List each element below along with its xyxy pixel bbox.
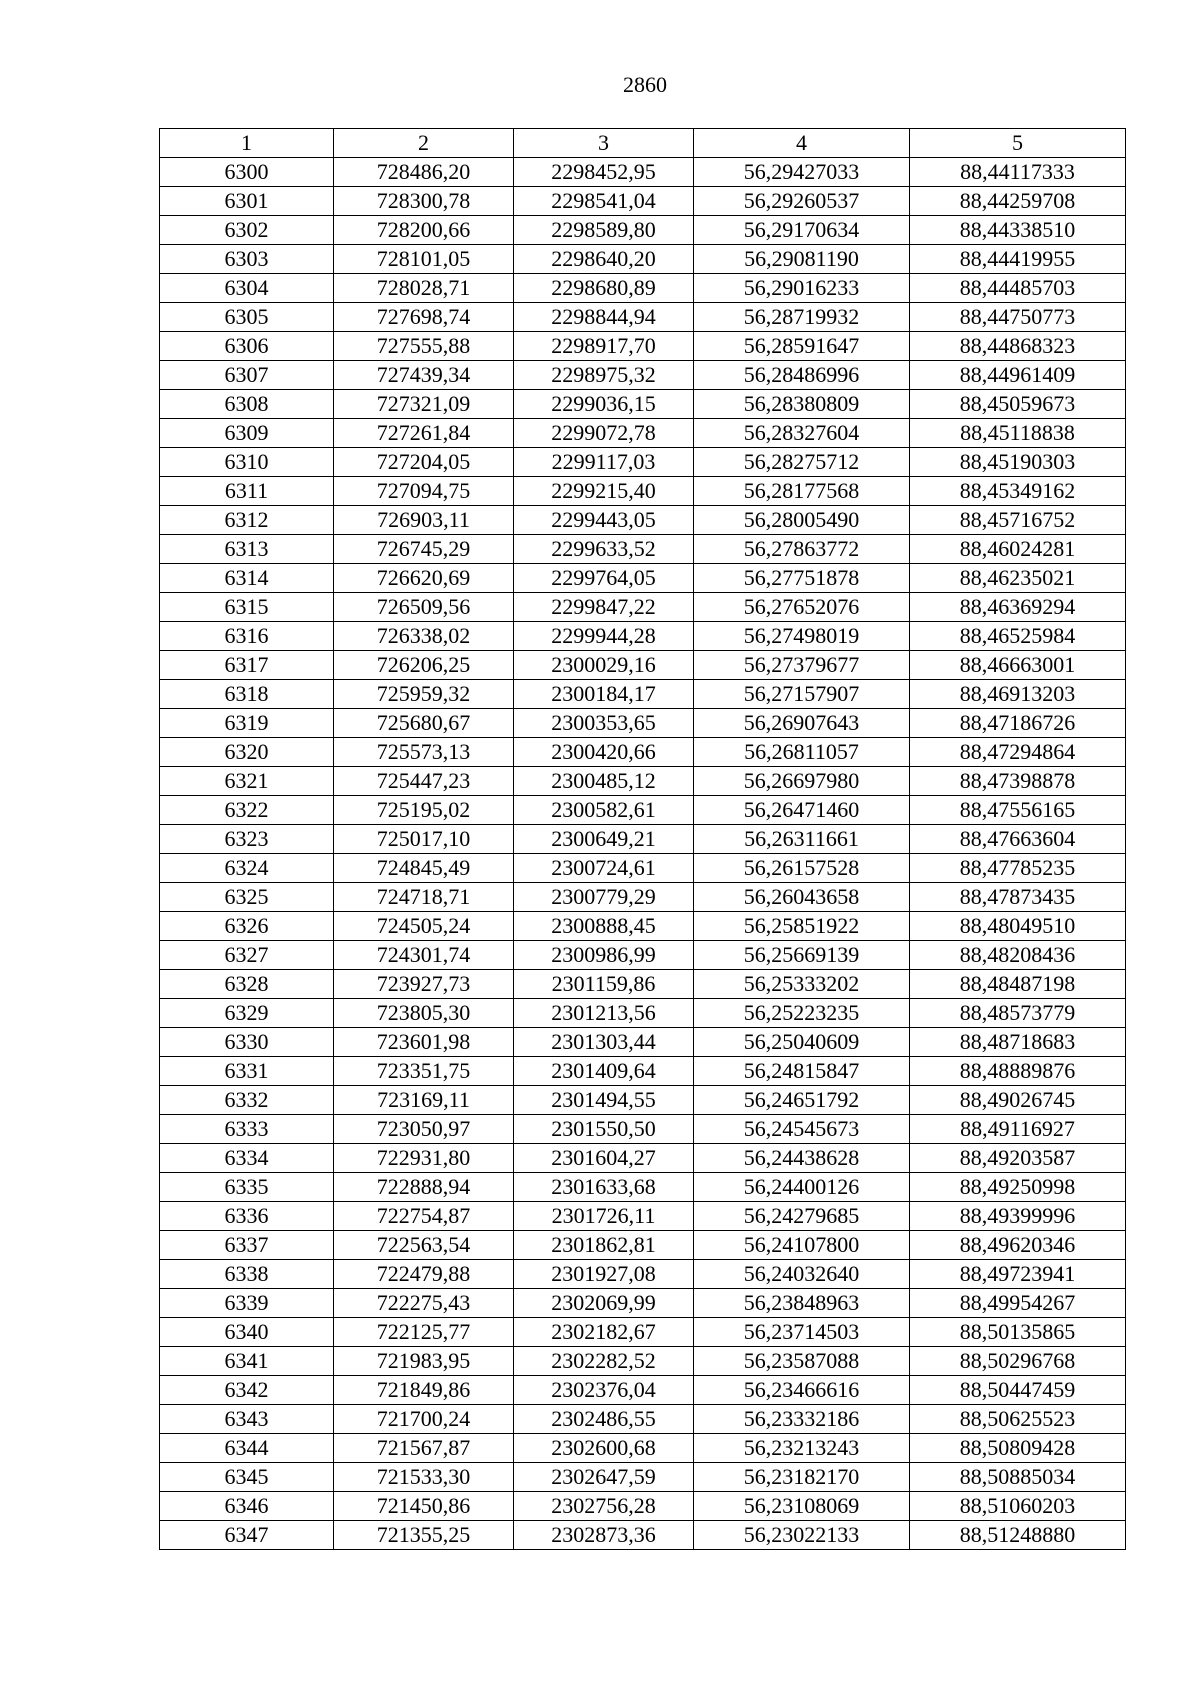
table-row [160, 1376, 1126, 1405]
table-row [160, 1173, 1126, 1202]
point-number-cell: 6343 [160, 1405, 334, 1434]
table-row [160, 1405, 1126, 1434]
latitude-cell: 56,28719932 [694, 303, 910, 332]
latitude-cell: 56,26907643 [694, 709, 910, 738]
y-coordinate-cell: 2299072,78 [514, 419, 694, 448]
table-row [160, 622, 1126, 651]
point-number-cell: 6332 [160, 1086, 334, 1115]
latitude-cell: 56,26697980 [694, 767, 910, 796]
point-number-cell: 6303 [160, 245, 334, 274]
latitude-cell: 56,25851922 [694, 912, 910, 941]
latitude-cell: 56,24400126 [694, 1173, 910, 1202]
point-number-cell: 6341 [160, 1347, 334, 1376]
table-row [160, 912, 1126, 941]
latitude-cell: 56,23213243 [694, 1434, 910, 1463]
point-number-cell: 6346 [160, 1492, 334, 1521]
y-coordinate-cell: 2299847,22 [514, 593, 694, 622]
y-coordinate-cell: 2299764,05 [514, 564, 694, 593]
y-coordinate-cell: 2302486,55 [514, 1405, 694, 1434]
x-coordinate-cell: 725447,23 [334, 767, 514, 796]
y-coordinate-cell: 2301494,55 [514, 1086, 694, 1115]
point-number-cell: 6345 [160, 1463, 334, 1492]
latitude-cell: 56,23022133 [694, 1521, 910, 1550]
y-coordinate-cell: 2298452,95 [514, 158, 694, 187]
point-number-cell: 6304 [160, 274, 334, 303]
y-coordinate-cell: 2298917,70 [514, 332, 694, 361]
column-header-5: 5 [910, 129, 1126, 158]
x-coordinate-cell: 723927,73 [334, 970, 514, 999]
point-number-cell: 6307 [160, 361, 334, 390]
table-row [160, 1492, 1126, 1521]
y-coordinate-cell: 2300888,45 [514, 912, 694, 941]
table-row [160, 303, 1126, 332]
latitude-cell: 56,23332186 [694, 1405, 910, 1434]
longitude-cell: 88,45118838 [910, 419, 1126, 448]
point-number-cell: 6328 [160, 970, 334, 999]
x-coordinate-cell: 722479,88 [334, 1260, 514, 1289]
table-body [160, 158, 1126, 1550]
table-row [160, 1463, 1126, 1492]
latitude-cell: 56,29260537 [694, 187, 910, 216]
latitude-cell: 56,27652076 [694, 593, 910, 622]
x-coordinate-cell: 726206,25 [334, 651, 514, 680]
x-coordinate-cell: 728300,78 [334, 187, 514, 216]
x-coordinate-cell: 723601,98 [334, 1028, 514, 1057]
table-row [160, 1028, 1126, 1057]
x-coordinate-cell: 723169,11 [334, 1086, 514, 1115]
column-header-1: 1 [160, 129, 334, 158]
longitude-cell: 88,45716752 [910, 506, 1126, 535]
longitude-cell: 88,44259708 [910, 187, 1126, 216]
header-row [160, 129, 1126, 158]
x-coordinate-cell: 727698,74 [334, 303, 514, 332]
x-coordinate-cell: 724845,49 [334, 854, 514, 883]
point-number-cell: 6321 [160, 767, 334, 796]
latitude-cell: 56,24279685 [694, 1202, 910, 1231]
x-coordinate-cell: 727261,84 [334, 419, 514, 448]
longitude-cell: 88,51248880 [910, 1521, 1126, 1550]
column-header-2: 2 [334, 129, 514, 158]
longitude-cell: 88,49026745 [910, 1086, 1126, 1115]
latitude-cell: 56,25223235 [694, 999, 910, 1028]
y-coordinate-cell: 2300184,17 [514, 680, 694, 709]
longitude-cell: 88,46663001 [910, 651, 1126, 680]
page-number: 2860 [623, 72, 667, 97]
x-coordinate-cell: 727321,09 [334, 390, 514, 419]
point-number-cell: 6317 [160, 651, 334, 680]
longitude-cell: 88,46913203 [910, 680, 1126, 709]
table-row [160, 970, 1126, 999]
latitude-cell: 56,23466616 [694, 1376, 910, 1405]
longitude-cell: 88,48573779 [910, 999, 1126, 1028]
point-number-cell: 6309 [160, 419, 334, 448]
point-number-cell: 6312 [160, 506, 334, 535]
point-number-cell: 6340 [160, 1318, 334, 1347]
point-number-cell: 6306 [160, 332, 334, 361]
latitude-cell: 56,27157907 [694, 680, 910, 709]
table-row [160, 187, 1126, 216]
x-coordinate-cell: 727204,05 [334, 448, 514, 477]
table-row [160, 1231, 1126, 1260]
x-coordinate-cell: 726745,29 [334, 535, 514, 564]
table-row [160, 825, 1126, 854]
x-coordinate-cell: 727094,75 [334, 477, 514, 506]
longitude-cell: 88,44961409 [910, 361, 1126, 390]
latitude-cell: 56,24032640 [694, 1260, 910, 1289]
table-row [160, 216, 1126, 245]
table-row [160, 1202, 1126, 1231]
table-row [160, 361, 1126, 390]
table-row [160, 883, 1126, 912]
y-coordinate-cell: 2301213,56 [514, 999, 694, 1028]
longitude-cell: 88,49954267 [910, 1289, 1126, 1318]
y-coordinate-cell: 2298844,94 [514, 303, 694, 332]
longitude-cell: 88,49116927 [910, 1115, 1126, 1144]
latitude-cell: 56,23714503 [694, 1318, 910, 1347]
longitude-cell: 88,50296768 [910, 1347, 1126, 1376]
y-coordinate-cell: 2300485,12 [514, 767, 694, 796]
point-number-cell: 6313 [160, 535, 334, 564]
x-coordinate-cell: 721533,30 [334, 1463, 514, 1492]
longitude-cell: 88,46369294 [910, 593, 1126, 622]
table-row [160, 1521, 1126, 1550]
y-coordinate-cell: 2298975,32 [514, 361, 694, 390]
latitude-cell: 56,28380809 [694, 390, 910, 419]
y-coordinate-cell: 2298541,04 [514, 187, 694, 216]
latitude-cell: 56,23108069 [694, 1492, 910, 1521]
table-row [160, 651, 1126, 680]
point-number-cell: 6344 [160, 1434, 334, 1463]
table-row [160, 390, 1126, 419]
x-coordinate-cell: 727439,34 [334, 361, 514, 390]
longitude-cell: 88,47556165 [910, 796, 1126, 825]
table-header [160, 129, 1126, 158]
longitude-cell: 88,47663604 [910, 825, 1126, 854]
y-coordinate-cell: 2302182,67 [514, 1318, 694, 1347]
table-row [160, 1289, 1126, 1318]
latitude-cell: 56,24545673 [694, 1115, 910, 1144]
table-row [160, 332, 1126, 361]
latitude-cell: 56,23587088 [694, 1347, 910, 1376]
latitude-cell: 56,26157528 [694, 854, 910, 883]
longitude-cell: 88,49723941 [910, 1260, 1126, 1289]
x-coordinate-cell: 725959,32 [334, 680, 514, 709]
y-coordinate-cell: 2299944,28 [514, 622, 694, 651]
latitude-cell: 56,26311661 [694, 825, 910, 854]
latitude-cell: 56,29016233 [694, 274, 910, 303]
x-coordinate-cell: 727555,88 [334, 332, 514, 361]
table-row [160, 1086, 1126, 1115]
point-number-cell: 6324 [160, 854, 334, 883]
point-number-cell: 6323 [160, 825, 334, 854]
y-coordinate-cell: 2298640,20 [514, 245, 694, 274]
latitude-cell: 56,27863772 [694, 535, 910, 564]
point-number-cell: 6318 [160, 680, 334, 709]
longitude-cell: 88,45190303 [910, 448, 1126, 477]
y-coordinate-cell: 2301927,08 [514, 1260, 694, 1289]
x-coordinate-cell: 723805,30 [334, 999, 514, 1028]
latitude-cell: 56,28005490 [694, 506, 910, 535]
point-number-cell: 6305 [160, 303, 334, 332]
latitude-cell: 56,25333202 [694, 970, 910, 999]
point-number-cell: 6334 [160, 1144, 334, 1173]
y-coordinate-cell: 2301726,11 [514, 1202, 694, 1231]
x-coordinate-cell: 725680,67 [334, 709, 514, 738]
latitude-cell: 56,28591647 [694, 332, 910, 361]
longitude-cell: 88,50135865 [910, 1318, 1126, 1347]
latitude-cell: 56,27379677 [694, 651, 910, 680]
table-row [160, 854, 1126, 883]
table-row [160, 593, 1126, 622]
y-coordinate-cell: 2300582,61 [514, 796, 694, 825]
y-coordinate-cell: 2299117,03 [514, 448, 694, 477]
longitude-cell: 88,48889876 [910, 1057, 1126, 1086]
y-coordinate-cell: 2302873,36 [514, 1521, 694, 1550]
point-number-cell: 6325 [160, 883, 334, 912]
point-number-cell: 6302 [160, 216, 334, 245]
longitude-cell: 88,44117333 [910, 158, 1126, 187]
x-coordinate-cell: 728101,05 [334, 245, 514, 274]
y-coordinate-cell: 2301550,50 [514, 1115, 694, 1144]
table-row [160, 767, 1126, 796]
table-row [160, 1318, 1126, 1347]
x-coordinate-cell: 721849,86 [334, 1376, 514, 1405]
longitude-cell: 88,44338510 [910, 216, 1126, 245]
point-number-cell: 6333 [160, 1115, 334, 1144]
y-coordinate-cell: 2299633,52 [514, 535, 694, 564]
table-row [160, 506, 1126, 535]
x-coordinate-cell: 722563,54 [334, 1231, 514, 1260]
point-number-cell: 6331 [160, 1057, 334, 1086]
y-coordinate-cell: 2302069,99 [514, 1289, 694, 1318]
latitude-cell: 56,29081190 [694, 245, 910, 274]
point-number-cell: 6300 [160, 158, 334, 187]
table-row [160, 448, 1126, 477]
y-coordinate-cell: 2300724,61 [514, 854, 694, 883]
x-coordinate-cell: 721450,86 [334, 1492, 514, 1521]
longitude-cell: 88,46235021 [910, 564, 1126, 593]
longitude-cell: 88,44419955 [910, 245, 1126, 274]
x-coordinate-cell: 725195,02 [334, 796, 514, 825]
point-number-cell: 6337 [160, 1231, 334, 1260]
table-row [160, 1347, 1126, 1376]
point-number-cell: 6322 [160, 796, 334, 825]
longitude-cell: 88,45059673 [910, 390, 1126, 419]
x-coordinate-cell: 728200,66 [334, 216, 514, 245]
latitude-cell: 56,27751878 [694, 564, 910, 593]
table-row [160, 419, 1126, 448]
point-number-cell: 6329 [160, 999, 334, 1028]
longitude-cell: 88,49203587 [910, 1144, 1126, 1173]
longitude-cell: 88,48487198 [910, 970, 1126, 999]
point-number-cell: 6308 [160, 390, 334, 419]
longitude-cell: 88,50809428 [910, 1434, 1126, 1463]
point-number-cell: 6315 [160, 593, 334, 622]
y-coordinate-cell: 2302647,59 [514, 1463, 694, 1492]
table-row [160, 158, 1126, 187]
latitude-cell: 56,23848963 [694, 1289, 910, 1318]
y-coordinate-cell: 2298680,89 [514, 274, 694, 303]
table-row [160, 535, 1126, 564]
table-row [160, 1057, 1126, 1086]
point-number-cell: 6314 [160, 564, 334, 593]
column-header-3: 3 [514, 129, 694, 158]
table-row [160, 274, 1126, 303]
y-coordinate-cell: 2302756,28 [514, 1492, 694, 1521]
longitude-cell: 88,44485703 [910, 274, 1126, 303]
latitude-cell: 56,29427033 [694, 158, 910, 187]
longitude-cell: 88,44750773 [910, 303, 1126, 332]
longitude-cell: 88,50625523 [910, 1405, 1126, 1434]
point-number-cell: 6327 [160, 941, 334, 970]
table-row [160, 1434, 1126, 1463]
longitude-cell: 88,48208436 [910, 941, 1126, 970]
x-coordinate-cell: 723050,97 [334, 1115, 514, 1144]
y-coordinate-cell: 2301303,44 [514, 1028, 694, 1057]
table-row [160, 709, 1126, 738]
x-coordinate-cell: 723351,75 [334, 1057, 514, 1086]
latitude-cell: 56,23182170 [694, 1463, 910, 1492]
table-row [160, 738, 1126, 767]
x-coordinate-cell: 721567,87 [334, 1434, 514, 1463]
longitude-cell: 88,47398878 [910, 767, 1126, 796]
y-coordinate-cell: 2300779,29 [514, 883, 694, 912]
table-row [160, 477, 1126, 506]
latitude-cell: 56,25669139 [694, 941, 910, 970]
y-coordinate-cell: 2300353,65 [514, 709, 694, 738]
longitude-cell: 88,47785235 [910, 854, 1126, 883]
y-coordinate-cell: 2301633,68 [514, 1173, 694, 1202]
x-coordinate-cell: 722888,94 [334, 1173, 514, 1202]
table-row [160, 999, 1126, 1028]
longitude-cell: 88,49250998 [910, 1173, 1126, 1202]
table-row [160, 796, 1126, 825]
x-coordinate-cell: 721355,25 [334, 1521, 514, 1550]
longitude-cell: 88,45349162 [910, 477, 1126, 506]
point-number-cell: 6301 [160, 187, 334, 216]
x-coordinate-cell: 722931,80 [334, 1144, 514, 1173]
longitude-cell: 88,48718683 [910, 1028, 1126, 1057]
point-number-cell: 6330 [160, 1028, 334, 1057]
longitude-cell: 88,48049510 [910, 912, 1126, 941]
latitude-cell: 56,24651792 [694, 1086, 910, 1115]
point-number-cell: 6342 [160, 1376, 334, 1405]
latitude-cell: 56,24107800 [694, 1231, 910, 1260]
x-coordinate-cell: 725017,10 [334, 825, 514, 854]
x-coordinate-cell: 726903,11 [334, 506, 514, 535]
longitude-cell: 88,50447459 [910, 1376, 1126, 1405]
point-number-cell: 6310 [160, 448, 334, 477]
longitude-cell: 88,49399996 [910, 1202, 1126, 1231]
longitude-cell: 88,46024281 [910, 535, 1126, 564]
x-coordinate-cell: 728486,20 [334, 158, 514, 187]
latitude-cell: 56,26811057 [694, 738, 910, 767]
y-coordinate-cell: 2299443,05 [514, 506, 694, 535]
table-row [160, 1144, 1126, 1173]
x-coordinate-cell: 722275,43 [334, 1289, 514, 1318]
y-coordinate-cell: 2301159,86 [514, 970, 694, 999]
table-row [160, 245, 1126, 274]
latitude-cell: 56,28486996 [694, 361, 910, 390]
y-coordinate-cell: 2302376,04 [514, 1376, 694, 1405]
point-number-cell: 6347 [160, 1521, 334, 1550]
point-number-cell: 6338 [160, 1260, 334, 1289]
longitude-cell: 88,44868323 [910, 332, 1126, 361]
latitude-cell: 56,26043658 [694, 883, 910, 912]
x-coordinate-cell: 721983,95 [334, 1347, 514, 1376]
latitude-cell: 56,25040609 [694, 1028, 910, 1057]
point-number-cell: 6316 [160, 622, 334, 651]
longitude-cell: 88,47294864 [910, 738, 1126, 767]
longitude-cell: 88,46525984 [910, 622, 1126, 651]
longitude-cell: 88,47186726 [910, 709, 1126, 738]
y-coordinate-cell: 2300420,66 [514, 738, 694, 767]
longitude-cell: 88,49620346 [910, 1231, 1126, 1260]
x-coordinate-cell: 724505,24 [334, 912, 514, 941]
y-coordinate-cell: 2301409,64 [514, 1057, 694, 1086]
x-coordinate-cell: 725573,13 [334, 738, 514, 767]
x-coordinate-cell: 726509,56 [334, 593, 514, 622]
table-row [160, 1260, 1126, 1289]
x-coordinate-cell: 721700,24 [334, 1405, 514, 1434]
column-header-4: 4 [694, 129, 910, 158]
x-coordinate-cell: 724301,74 [334, 941, 514, 970]
y-coordinate-cell: 2300029,16 [514, 651, 694, 680]
point-number-cell: 6320 [160, 738, 334, 767]
table-row [160, 1115, 1126, 1144]
y-coordinate-cell: 2301604,27 [514, 1144, 694, 1173]
x-coordinate-cell: 722125,77 [334, 1318, 514, 1347]
latitude-cell: 56,26471460 [694, 796, 910, 825]
x-coordinate-cell: 728028,71 [334, 274, 514, 303]
x-coordinate-cell: 724718,71 [334, 883, 514, 912]
latitude-cell: 56,28177568 [694, 477, 910, 506]
y-coordinate-cell: 2302600,68 [514, 1434, 694, 1463]
x-coordinate-cell: 722754,87 [334, 1202, 514, 1231]
table-row [160, 941, 1126, 970]
longitude-cell: 88,50885034 [910, 1463, 1126, 1492]
latitude-cell: 56,27498019 [694, 622, 910, 651]
longitude-cell: 88,51060203 [910, 1492, 1126, 1521]
y-coordinate-cell: 2298589,80 [514, 216, 694, 245]
point-number-cell: 6335 [160, 1173, 334, 1202]
latitude-cell: 56,28275712 [694, 448, 910, 477]
y-coordinate-cell: 2300649,21 [514, 825, 694, 854]
y-coordinate-cell: 2299036,15 [514, 390, 694, 419]
x-coordinate-cell: 726338,02 [334, 622, 514, 651]
point-number-cell: 6311 [160, 477, 334, 506]
y-coordinate-cell: 2300986,99 [514, 941, 694, 970]
latitude-cell: 56,29170634 [694, 216, 910, 245]
x-coordinate-cell: 726620,69 [334, 564, 514, 593]
point-number-cell: 6339 [160, 1289, 334, 1318]
latitude-cell: 56,24815847 [694, 1057, 910, 1086]
point-number-cell: 6319 [160, 709, 334, 738]
latitude-cell: 56,28327604 [694, 419, 910, 448]
y-coordinate-cell: 2301862,81 [514, 1231, 694, 1260]
point-number-cell: 6336 [160, 1202, 334, 1231]
longitude-cell: 88,47873435 [910, 883, 1126, 912]
point-number-cell: 6326 [160, 912, 334, 941]
y-coordinate-cell: 2302282,52 [514, 1347, 694, 1376]
table-row [160, 564, 1126, 593]
coordinates-table [159, 128, 1126, 1550]
table-row [160, 680, 1126, 709]
latitude-cell: 56,24438628 [694, 1144, 910, 1173]
y-coordinate-cell: 2299215,40 [514, 477, 694, 506]
